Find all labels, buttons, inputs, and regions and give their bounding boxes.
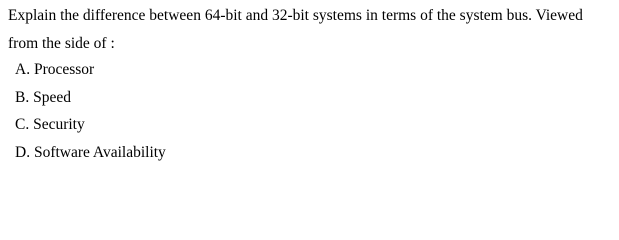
answer-options-list	[15, 56, 166, 166]
option-d: D. Software Availability	[15, 143, 166, 161]
option-c: C. Security	[15, 116, 85, 133]
option-b: B. Speed	[15, 88, 71, 106]
option-a: A. Processor	[15, 61, 95, 78]
question-text: Explain the difference between 64-bit and 32-bit systems in terms of the system bus. Viewed from the side of :	[8, 7, 583, 52]
